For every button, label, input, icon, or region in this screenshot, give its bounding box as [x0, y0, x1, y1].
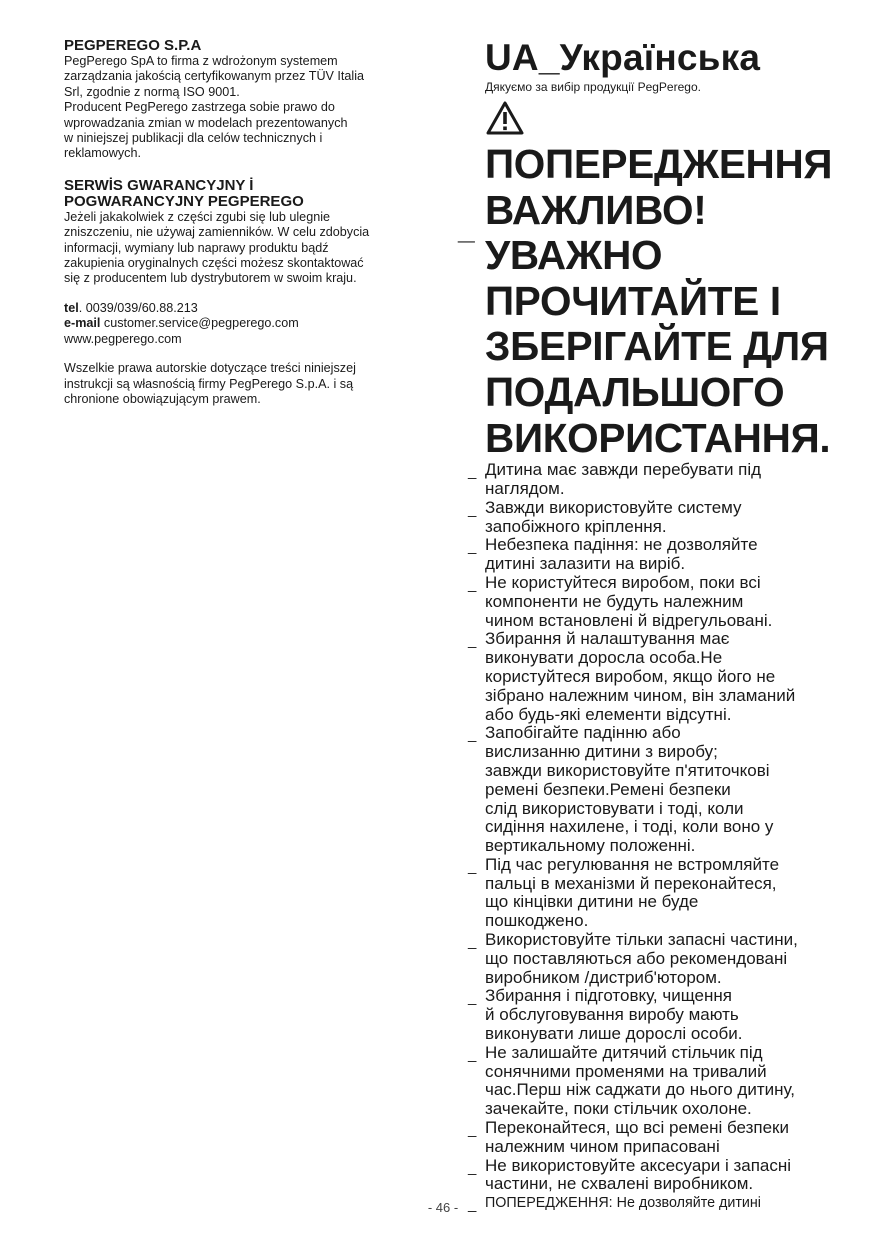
- company-text-line: Producent PegPerego zastrzega sobie prawo do: [64, 100, 335, 115]
- list-item-text: Переконайтеся, що всі ремені безпеки належним чином припасовані: [485, 1118, 789, 1156]
- warning-heading-line: УВАЖНО: [485, 232, 663, 279]
- service-text-line: Jeżeli jakakolwiek z części zgubi się lub ulegnie: [64, 209, 330, 224]
- list-item: [468, 1155, 857, 1195]
- bullet-dash: _: [468, 933, 477, 951]
- rights-text-line: chronione obowiązującym prawem.: [64, 391, 261, 406]
- tel-line: [64, 301, 434, 316]
- company-text-line: Srl, zgodnie z normą ISO 9001.: [64, 84, 240, 99]
- list-item: [468, 1118, 857, 1157]
- list-item: [468, 986, 857, 1044]
- bullet-dash: _: [468, 989, 477, 1007]
- list-item: [468, 629, 857, 724]
- bullet-dash: _: [468, 1121, 477, 1139]
- warning-list: [468, 460, 857, 1214]
- page-number: - 46 -: [427, 1200, 459, 1215]
- right-column: [458, 37, 857, 1214]
- tel-label: tel: [64, 300, 79, 315]
- warning-heading-line: ВИКОРИСТАННЯ.: [485, 414, 831, 461]
- list-item-text: ПОПЕРЕДЖЕННЯ: Не дозволяйте дитині: [485, 1195, 761, 1212]
- bullet-dash: _: [468, 500, 477, 518]
- list-item: [468, 723, 857, 856]
- warning-heading-line: ПОДАЛЬШОГО: [485, 368, 785, 415]
- list-item: [468, 497, 857, 537]
- service-title-line: SERWİS GWARANCYJNY İ: [64, 176, 254, 194]
- website-text: www.pegperego.com: [64, 331, 182, 346]
- bullet-dash: _: [468, 575, 477, 593]
- bullet-dash: _: [468, 857, 477, 875]
- bullet-dash: _: [468, 463, 477, 481]
- company-title: PEGPEREGO S.P.A: [64, 37, 202, 54]
- bullet-dash: _: [468, 1045, 477, 1063]
- warning-heading-line: ВАЖЛИВО!: [485, 186, 707, 233]
- rights-text-line: instrukcji są własnością firmy PegPerego S.p.A. i są: [64, 376, 354, 391]
- warning-heading-line: ПОПЕРЕДЖЕННЯ: [485, 141, 833, 187]
- company-text: [64, 54, 434, 162]
- important-warning-heading: [458, 141, 857, 461]
- service-text-line: informacji, wymiany lub naprawy produktu bądź: [64, 240, 329, 255]
- service-text: [64, 210, 434, 287]
- list-item-text: Запобігайте падінню або вислизанню дитини з виробу; завжди використовуйте п'ятиточкові ремені безпеки.Ремені безпеки слід використовувати і тоді, коли сидіння нахилене, і тоді, коли воно у вертикальному положенні.: [485, 723, 774, 856]
- rights-text: [64, 361, 434, 407]
- bullet-dash: _: [468, 1158, 477, 1176]
- list-item-text: Використовуйте тільки запасні частини, що поставляються або рекомендовані виробником /дистриб'ютором.: [485, 930, 798, 987]
- email-value: customer.service@pegperego.com: [100, 316, 299, 331]
- warning-heading-line: ПРОЧИТАЙТЕ І: [485, 277, 781, 324]
- list-item-text: Не користуйтеся виробом, поки всі компоненти не будуть належним чином встановлені й відрегульовані.: [485, 572, 773, 630]
- list-item: [468, 1042, 857, 1119]
- company-text-line: w niniejszej publikacji dla celów technicznych i: [64, 131, 323, 146]
- service-text-line: zakupienia oryginalnych części możesz skontaktować: [64, 256, 364, 271]
- company-text-line: wprowadzania zmian w modelach prezentowanych: [64, 115, 348, 130]
- bullet-dash: _: [468, 632, 477, 650]
- language-title: UA_Українська: [485, 37, 761, 78]
- tel-value: . 0039/039/60.88.213: [78, 300, 198, 315]
- list-item: [468, 930, 857, 987]
- list-item-text: Небезпека падіння: не дозволяйте дитині залазити на виріб.: [485, 535, 758, 574]
- company-text-line: zarządzania jakością certyfikowanym przez TÜV Italia: [64, 69, 365, 84]
- list-item: [468, 460, 857, 499]
- left-column: [64, 38, 434, 407]
- list-item: [468, 535, 857, 574]
- bullet-dash: _: [468, 538, 477, 556]
- service-text-line: zniszczeniu, nie używaj zamienników. W celu zdobycia: [64, 225, 370, 240]
- service-title-line: POGWARANCYJNY PEGPEREGO: [64, 192, 304, 210]
- list-item-text: Збирання і підготовку, чищення й обслуговування виробу мають виконувати лише дорослі особи.: [485, 986, 743, 1044]
- thanks-text: Дякуємо за вибір продукції PegPerego.: [485, 80, 701, 94]
- list-item-text: Збирання й налаштування має виконувати доросла особа.Не користуйтеся виробом, якщо його не зібрано належним чином, він зламаний або будь-які елементи відсутні.: [485, 629, 796, 724]
- company-text-line: reklamowych.: [64, 146, 141, 161]
- service-text-line: się z producentem lub dystrybutorem w swoim kraju.: [64, 271, 357, 286]
- heading-dash: _: [458, 213, 475, 246]
- bullet-dash: _: [468, 726, 477, 744]
- list-item: [468, 572, 857, 630]
- warning-heading-line: ЗБЕРІГАЙТЕ ДЛЯ: [485, 323, 829, 370]
- list-item: [468, 854, 857, 931]
- warning-triangle-icon: [485, 100, 525, 136]
- list-item-text: Не використовуйте аксесуари і запасні частини, не схвалені виробником.: [485, 1155, 792, 1194]
- list-item-text: Дитина має завжди перебувати під наглядом.: [485, 460, 762, 498]
- bullet-dash: _: [468, 1196, 477, 1214]
- list-item-text: Не залишайте дитячий стільчик під сонячними променями на тривалий час.Перш ніж саджати до нього дитину, зачекайте, поки стільчик охолоне.: [485, 1042, 796, 1119]
- list-item-text: Під час регулювання не встромляйте пальці в механізми й переконайтеся, що кінцівки дитини не буде пошкоджено.: [485, 854, 780, 931]
- email-line: [64, 316, 434, 331]
- list-item-text: Завжди використовуйте систему запобіжного кріплення.: [485, 497, 742, 536]
- email-label: e-mail: [64, 316, 101, 331]
- rights-text-line: Wszelkie prawa autorskie dotyczące treści niniejszej: [64, 361, 356, 376]
- company-text-line: PegPerego SpA to firma z wdrożonym systemem: [64, 54, 338, 68]
